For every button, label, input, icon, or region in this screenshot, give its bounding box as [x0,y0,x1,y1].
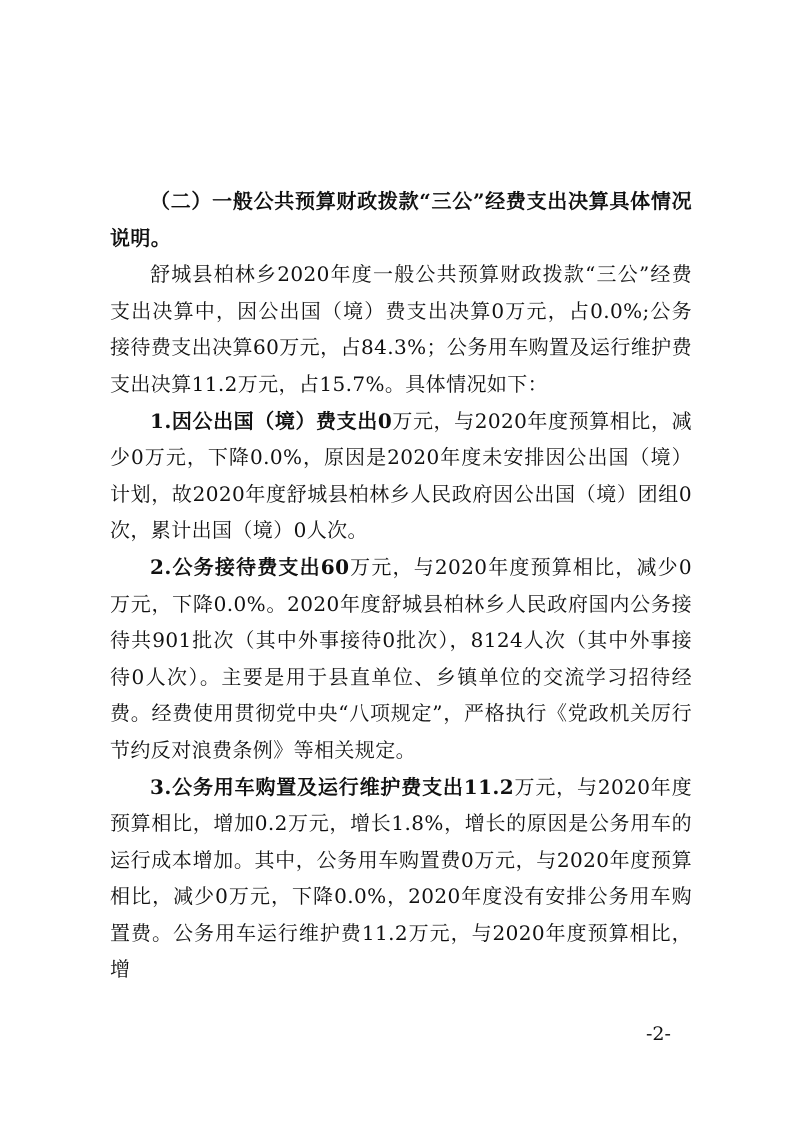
item-2-title: 2.公务接待费支出60 [150,554,350,579]
item-3-text: 万元，与2020年度预算相比，增加0.2万元，增长1.8%，增长的原因是公务用车的运行成本增加。其中，公务用车购置费0万元，与2020年度预算相比，减少0万元，下降0.0%，2020年度没有安排公务用车购置费。公务用车运行维护费11.2万元，与2020年度预算相比，增 [110,774,692,982]
intro-paragraph: 舒城县柏林乡2020年度一般公共预算财政拨款“三公”经费支出决算中，因公出国（境）费支出决算0万元，占0.0%;公务接待费支出决算60万元，占84.3%；公务用车购置及运行维护费支出决算11.2万元，占15.7%。具体情况如下： [110,262,692,396]
item-2-text: 万元，与2020年度预算相比，减少0万元，下降0.0%。2020年度舒城县柏林乡人民政府国内公务接待共901批次（其中外事接待0批次），8124人次（其中外事接待0人次）。主要是用于县直单位、乡镇单位的交流学习招待经费。经费使用贯彻党中央“八项规定”，严格执行《党政机关厉行节约反对浪费条例》等相关规定。 [110,554,692,762]
item-3-paragraph [110,769,692,989]
page-number: -2- [646,1023,671,1045]
item-3-title: 3.公务用车购置及运行维护费支出11.2 [150,774,515,799]
item-1-title: 1.因公出国（境）费支出0 [150,408,393,433]
item-1-paragraph [110,403,692,549]
item-1-text: 万元，与2020年度预算相比，减少0万元，下降0.0%，原因是2020年度未安排因公出国（境）计划，故2020年度舒城县柏林乡人民政府因公出国（境）团组0次，累计出国（境）0人次。 [110,408,692,543]
document-body [110,183,692,988]
section-heading: （二）一般公共预算财政拨款“三公”经费支出决算具体情况说明。 [110,189,692,250]
item-2-paragraph [110,549,692,769]
